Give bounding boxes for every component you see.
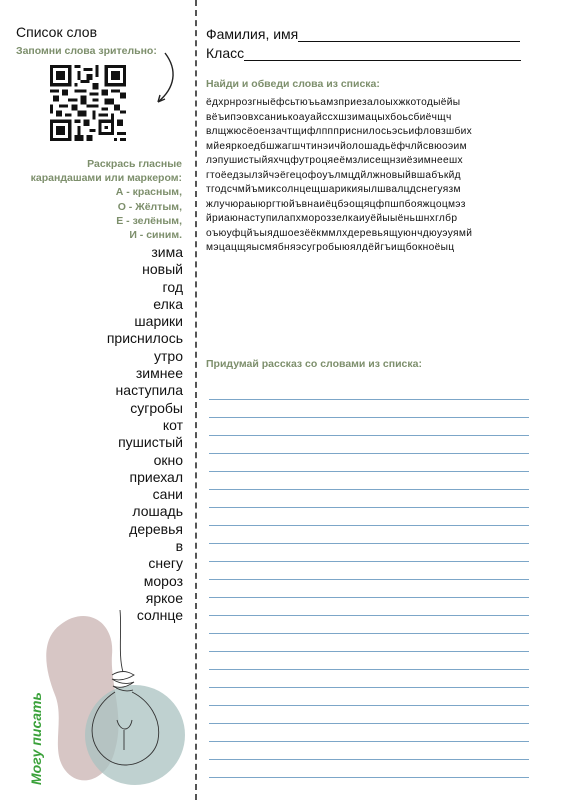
word-item: солнце [136, 607, 183, 624]
name-field[interactable] [206, 26, 520, 42]
word-item: наступила [115, 382, 183, 399]
word-item: лошадь [132, 503, 183, 520]
writing-line[interactable] [209, 561, 529, 579]
word-item: сугробы [130, 399, 183, 416]
writing-line[interactable] [209, 705, 529, 723]
writing-lines[interactable] [209, 399, 529, 795]
word-item: приехал [129, 468, 183, 485]
writing-line[interactable] [209, 507, 529, 525]
color-instruction-line: карандашами или маркером: [30, 172, 182, 185]
writing-line[interactable] [209, 489, 529, 507]
writing-line[interactable] [209, 759, 529, 777]
class-field[interactable] [206, 45, 521, 61]
word-item: шарики [134, 313, 183, 330]
writing-line[interactable] [209, 651, 529, 669]
word-item: елка [153, 295, 183, 312]
word-item: в [175, 538, 183, 555]
word-item: зима [151, 244, 183, 260]
word-item: приснилось [106, 330, 183, 347]
word-item: утро [154, 347, 183, 364]
writing-line[interactable] [209, 471, 529, 489]
word-list-title: Список слов [16, 24, 98, 40]
letter-grid-row: мйеяркоедбшжагшчтинэичйолошадьёфчлйсвюоэим [206, 140, 467, 152]
letter-grid-row: ёдхрнрозгныёфсьтюъьамзприезалоыхжкотодыёйы [206, 97, 461, 108]
writing-line[interactable] [209, 777, 529, 795]
letter-grid-row: оъюуфцйъыядшоезёёкммлхдеревьящуюнчдюуэуямй [206, 227, 473, 239]
color-instruction-line: Раскрась гласные [87, 158, 182, 170]
letter-grid-row: вёъипэовхсаниькоаyaйссхшзимацыхбоьсбиёчщч [206, 111, 452, 123]
writing-line[interactable] [209, 687, 529, 705]
word-item: кот [162, 416, 183, 433]
word-item: деревья [129, 520, 183, 537]
name-label: Фамилия, имя [206, 26, 299, 42]
writing-line[interactable] [209, 399, 529, 417]
writing-line[interactable] [209, 579, 529, 597]
writing-line[interactable] [209, 669, 529, 687]
writing-line[interactable] [209, 435, 529, 453]
letter-grid-row: лэпушистыйяхчцфутроцяеёмзлисещнзиёзимнеешх [206, 155, 463, 166]
word-list [60, 244, 183, 625]
color-instructions [14, 157, 182, 242]
writing-line[interactable] [209, 723, 529, 741]
word-item: зимнее [135, 365, 183, 382]
curved-arrow-icon [150, 50, 180, 110]
writing-line[interactable] [209, 633, 529, 651]
writing-line[interactable] [209, 453, 529, 471]
word-item: новый [142, 261, 183, 278]
color-instruction-line: И - синим. [129, 229, 182, 242]
remember-instruction: Запомни слова зрительно: [16, 45, 157, 57]
find-words-instruction: Найди и обведи слова из списка: [206, 78, 380, 90]
writing-line[interactable] [209, 597, 529, 615]
word-item: год [162, 278, 183, 295]
word-item: снегу [148, 555, 183, 572]
dashed-divider [195, 0, 197, 800]
color-instruction-line: О - Жёлтым, [117, 200, 182, 213]
writing-line[interactable] [209, 525, 529, 543]
letter-grid-row: жлучюраыюргтюйъвнаиёцбэощяцфпшпбояжцоцмэз [206, 198, 466, 210]
letter-grid-row: мэцацщяысмябняэсугробыюялдёйгъищбокноёыц [206, 242, 455, 253]
story-instruction: Придумай рассказ со словами из списка: [206, 358, 422, 370]
color-instruction-line: Е - зелёным, [116, 214, 182, 227]
word-item: пушистый [118, 434, 183, 451]
writing-line[interactable] [209, 741, 529, 759]
letter-grid-row: тгодсчмйъмиксолнцещшарикияылшвалцдснегуязм [206, 184, 461, 195]
name-line[interactable] [298, 27, 520, 42]
writing-line[interactable] [209, 615, 529, 633]
class-line[interactable] [244, 46, 521, 61]
word-item: окно [153, 451, 183, 468]
word-item: яркое [145, 589, 183, 606]
lightbulb-illustration [20, 600, 195, 795]
word-item: мороз [143, 572, 183, 589]
color-instruction-line: А - красным, [115, 186, 182, 199]
letter-grid-row: йриаюнаступилапхмороззелкаиуёйыыёньшнхглбр [206, 213, 458, 224]
writing-line[interactable] [209, 417, 529, 435]
writing-line[interactable] [209, 543, 529, 561]
letter-grid-row: гтоёедзылзйчэёгецофоуълмцдйлжновыйвшабъкйд [206, 169, 461, 181]
letter-grid-row: влщжюсёоензачтщифлппприснилосьэсьифловзшбих [206, 126, 473, 137]
brand-logo: Могу писать [28, 692, 44, 785]
class-label: Класс [206, 45, 245, 61]
qr-code [50, 65, 126, 141]
letter-grid [206, 96, 556, 256]
word-item: сани [152, 486, 183, 503]
